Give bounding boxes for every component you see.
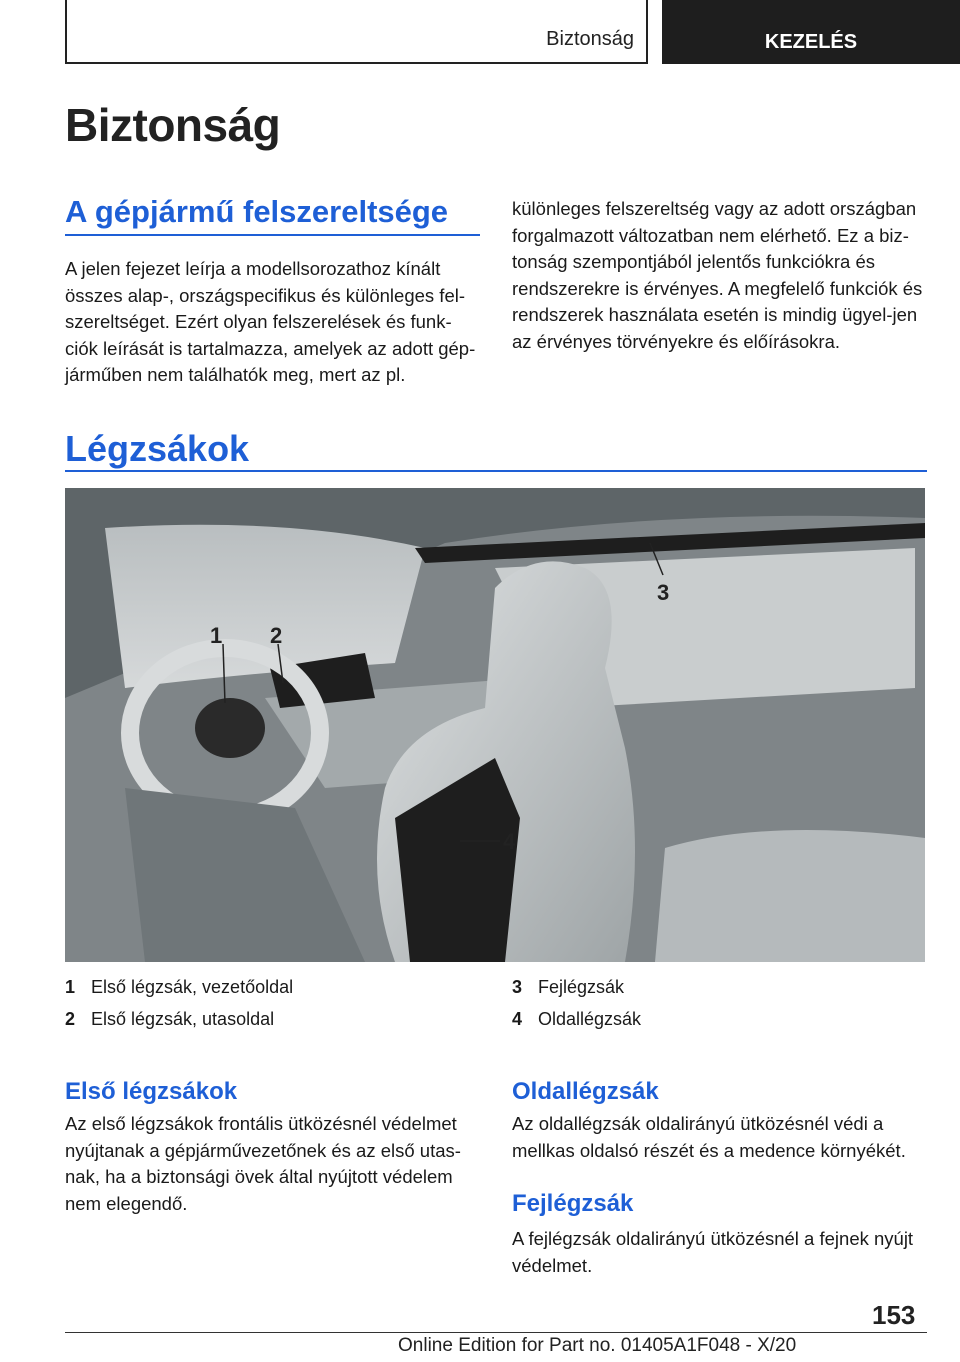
head-airbag-text: A fejlégzsák oldalirányú ütközésnél a fejnek nyújt védelmet. — [512, 1228, 914, 1276]
side-airbag-heading: Oldallégzsák — [512, 1078, 659, 1105]
legend-number: 2 — [65, 1009, 76, 1029]
legend-text: Oldallégzsák — [538, 1009, 642, 1029]
page-title: Biztonság — [65, 99, 281, 151]
airbags-heading-rule — [65, 470, 927, 472]
legend-number: 1 — [65, 977, 76, 997]
legend-item — [512, 1009, 641, 1030]
callout-3: 3 — [657, 580, 670, 605]
legend-number: 3 — [512, 977, 523, 997]
legend-item — [65, 1009, 274, 1030]
side-airbag-text: Az oldallégzsák oldalirányú ütközésnél védi a mellkas oldalsó részét és a medence környékét. — [512, 1113, 906, 1161]
equipment-heading: A gépjármű felszereltsége — [65, 194, 449, 229]
callout-4: 4 — [503, 829, 516, 854]
front-airbags-heading: Első légzsákok — [65, 1078, 238, 1105]
car-interior-illustration — [65, 488, 925, 962]
driver-airbag-hub — [195, 698, 265, 758]
airbags-heading: Légzsákok — [65, 428, 250, 469]
equipment-heading-rule — [65, 234, 480, 236]
rear-seat — [655, 830, 925, 962]
callout-2: 2 — [270, 623, 283, 648]
legend-number: 4 — [512, 1009, 523, 1029]
equipment-text-right: különleges felszereltség vagy az adott országban forgalmazott változatban nem elérhető. Ez a biz-tonság szempontjából jelentős funkciókra és rendszerekre is érvényes. A megfelelő funkciók és rendszerek használata esetén is mindig ügyel-jen az érvényes törvényekre és előírásokra. — [512, 198, 923, 352]
footer-rule — [65, 1332, 927, 1333]
airbag-figure — [65, 488, 925, 962]
legend-text: Első légzsák, utasoldal — [91, 1009, 275, 1029]
callout-1: 1 — [210, 623, 223, 648]
legend-item — [512, 977, 624, 998]
legend-item — [65, 977, 293, 998]
legend-text: Fejlégzsák — [538, 977, 625, 997]
head-airbag-heading: Fejlégzsák — [512, 1190, 634, 1217]
legend-text: Első légzsák, vezetőoldal — [91, 977, 294, 997]
footer-edition: Online Edition for Part no. 01405A1F048 - X/20 — [398, 1335, 797, 1356]
front-airbags-text: Az első légzsákok frontális ütközésnél védelmet nyújtanak a gépjárművezetőnek és az első utas-nak, ha a biztonsági övek által nyújtott védelem nem elegendő. — [65, 1113, 461, 1214]
header-chapter-tab: KEZELÉS — [662, 0, 960, 64]
page-number: 153 — [872, 1300, 916, 1330]
header-section-title: Biztonság — [546, 28, 634, 50]
equipment-text-left: A jelen fejezet leírja a modellsorozathoz kínált összes alap-, országspecifikus és különleges fel-szereltséget. Ezért olyan felszerelések és funk-ciók leírását is tartalmazza, amelyek az adott gép-járműben nem találhatók meg, mert az pl. — [65, 258, 476, 385]
